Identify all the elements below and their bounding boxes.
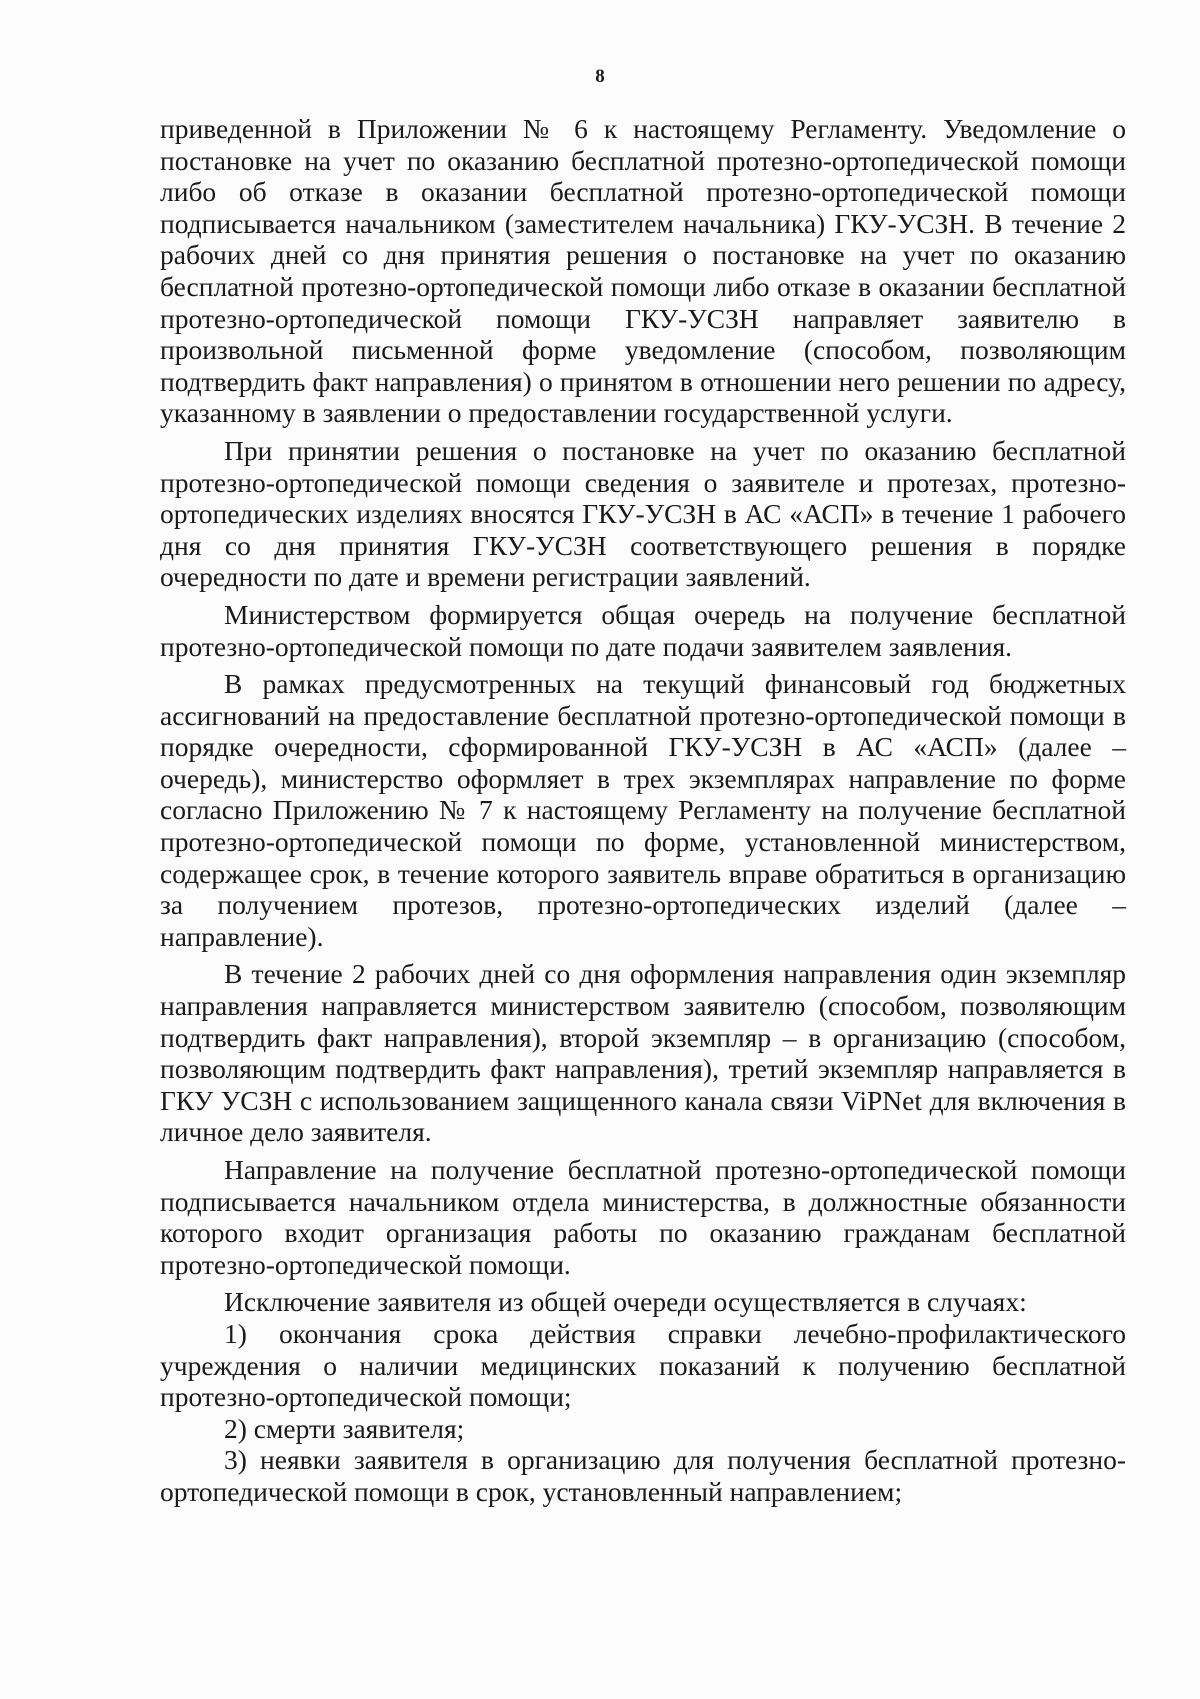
list-item-1: 1) окончания срока действия справки лечебно-профилактического учреждения о наличии медицинских показаний к получению бесплатной протезно-ортопедической помощи;	[160, 1317, 1126, 1413]
paragraph-referral-signature: Направление на получение бесплатной протезно-ортопедической помощи подписывается начальником отдела министерства, в должностные обязанности которого входит организация работы по оказанию гражданам бесплатной протезно-ортопедической помощи.	[160, 1154, 1126, 1280]
paragraph-general-queue: Министерством формируется общая очередь на получение бесплатной протезно-ортопедической помощи по дате подачи заявителем заявления.	[160, 598, 1126, 662]
paragraph-registration: При принятии решения о постановке на учет по оказанию бесплатной протезно-ортопедической помощи сведения о заявителе и протезах, протезно-ортопедических изделиях вносятся ГКУ-УСЗН в АС «АСП» в течение 1 рабочего дня со дня принятия ГКУ-УСЗН соответствующего решения в порядке очередности по дате и времени регистрации заявлений.	[160, 434, 1126, 593]
paragraph-referral: В рамках предусмотренных на текущий финансовый год бюджетных ассигнований на предоставление бесплатной протезно-ортопедической помощи в порядке очередности, сформированной ГКУ-УСЗН в АС «АСП» (далее – очередь), министерство оформляет в трех экземплярах направление по форме согласно Приложению № 7 к настоящему Регламенту на получение бесплатной протезно-ортопедической помощи по форме, установленной министерством, содержащее срок, в течение которого заявитель вправе обратиться в организацию за получением протезов, протезно-ортопедических изделий (далее – направление).	[160, 668, 1126, 952]
paragraph-referral-copies: В течение 2 рабочих дней со дня оформления направления один экземпляр направления направляется министерством заявителю (способом, позволяющим подтвердить факт направления), второй экземпляр – в организацию (способом, позволяющим подтвердить факт направления), третий экземпляр направляется в ГКУ УСЗН с использованием защищенного канала связи ViPNet для включения в личное дело заявителя.	[160, 958, 1126, 1148]
document-body	[160, 113, 1126, 1508]
list-item-3: 3) неявки заявителя в организацию для получения бесплатной протезно-ортопедической помощи в срок, установленный направлением;	[160, 1444, 1126, 1507]
page-number: 8	[595, 66, 605, 87]
paragraph-notification: приведенной в Приложении № 6 к настоящему Регламенту. Уведомление о постановке на учет по оказанию бесплатной протезно-ортопедической помощи либо об отказе в оказании бесплатной протезно-ортопедической помощи подписывается начальником (заместителем начальника) ГКУ-УСЗН. В течение 2 рабочих дней со дня принятия решения о постановке на учет по оказанию бесплатной протезно-ортопедической помощи либо отказе в оказании бесплатной протезно-ортопедической помощи ГКУ-УСЗН направляет заявителю в произвольной письменной форме уведомление (способом, позволяющим подтвердить факт направления) о принятом в отношении него решении по адресу, указанному в заявлении о предоставлении государственной услуги.	[160, 113, 1126, 429]
list-item-2: 2) смерти заявителя;	[224, 1412, 465, 1444]
paragraph-exclusion-intro: Исключение заявителя из общей очереди осуществляется в случаях:	[224, 1286, 1027, 1318]
